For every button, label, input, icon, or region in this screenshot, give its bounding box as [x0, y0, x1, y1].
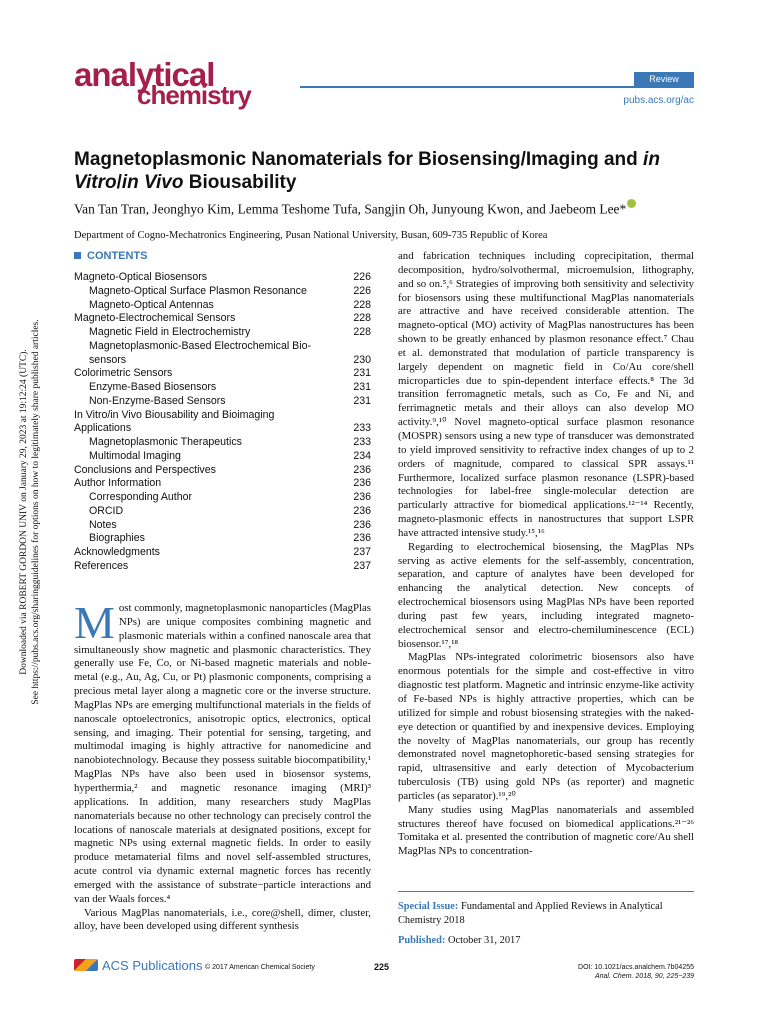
toc-item-page: 234	[353, 449, 371, 462]
toc-item-page: 236	[353, 504, 371, 517]
toc-item-page: 228	[353, 326, 371, 338]
body-paragraph: Various MagPlas nanomaterials, i.e., core@shell, dimer, cluster, alloy, have been developed using different synthesis	[74, 906, 371, 933]
toc-item-page: 231	[353, 367, 371, 380]
journal-logo-line2: chemistry	[137, 80, 251, 110]
toc-item-page: 237	[353, 559, 371, 572]
body-column-left	[74, 597, 371, 934]
toc-item-page: 231	[353, 381, 371, 393]
toc-item-page: 233	[353, 436, 371, 448]
contents-heading: CONTENTS	[74, 250, 148, 262]
download-stamp	[18, 262, 42, 762]
body-paragraph: Many studies using MagPlas nanomaterials and assembled structures thereof have focused on biomedical applications.²¹⁻²⁶ Tomitaka et al. presented the contribution of magnetic core/Au shell MagPlas NPs to concentration-	[398, 803, 694, 858]
toc-item[interactable]	[74, 519, 371, 533]
toc-item-label: Enzyme-Based Biosensors	[89, 381, 217, 393]
toc-item-page	[365, 409, 371, 423]
table-of-contents	[74, 271, 371, 574]
toc-item[interactable]	[74, 299, 371, 313]
review-badge: Review	[634, 72, 694, 86]
stamp-line-2: See https://pubs.acs.org/sharingguidelines for options on how to legitimately share published articles.	[31, 319, 41, 705]
toc-item-page: 226	[353, 271, 371, 283]
author-list: Van Tan Tran, Jeonghyo Kim, Lemma Teshome Tufa, Sangjin Oh, Junyoung Kwon, and Jaebeom Lee*	[74, 199, 694, 218]
intro-paragraph: Most commonly, magnetoplasmonic nanoparticles (MagPlas NPs) are unique composites combining magnetic and plasmonic materials within a confined nanoscale area that simultaneously show magnetic and plasmonic characteristics. They generally use Fe, Co, or Ni-based magnetic materials and noble-metal (e.g., Au, Ag, Cu, or Pt) plasmonic components, comprising a precious metal layer along a magnetic core or the inverse structure. MagPlas NPs are emerging multifunctional materials in the fields of nanoscale optoelectronics, anisotropic optics, electronics, optical sensing, and imaging. Their potential for sensing, targeting, and multimodal imaging is highly attractive for nanomedicine and nanobiotechnology. Because they possess suitable biocompatibility,¹ MagPlas NPs have also been used in biosensor systems, hyperthermia,² and magnetic resonance imaging (MRI)³ applications. In addition, many researchers study MagPlas nanomaterials because no other technology can precisely control the locations of nanoscale materials at designated positions, except for magnetic NPs using external magnetic fields. In order to easily produce metamaterial films and novel self-assembled structures, acute control via dynamic external magnetic forces has recently emerged with the assistance of substrate−particle interactions and van der Waals forces.⁴	[74, 597, 371, 905]
toc-item-label: Magneto-Electrochemical Sensors	[74, 312, 236, 325]
affiliation: Department of Cogno-Mechatronics Engineering, Pusan National University, Busan, 609-735 Republic of Korea	[74, 230, 548, 241]
published-date: Published: October 31, 2017	[398, 935, 521, 946]
toc-item-label: Colorimetric Sensors	[74, 367, 173, 380]
body-column-right	[398, 250, 694, 859]
square-bullet-icon	[74, 252, 81, 259]
body-paragraph: MagPlas NPs-integrated colorimetric biosensors also have enormous potentials for the simple and cost-effective in vitro diagnostic test platform. Magnetic and intrinsic enzyme-like activity of Fe-based NPs is highly attractive properties, which can be utilized for simple and robust biosensing strategies with the naked-eye detection or quantified by and inexpensive devices. Employing the novelty of MagPlas nanomaterials, our group has recently demonstrated novel magnetophoretic-based sensing strategies for rapid, ultrasensitive and early detection of Mycobacterium tuberculosis (TB) using gold NPs (as reporter) and magnetic particles (as separator).¹⁹,²⁰	[398, 651, 694, 802]
toc-item[interactable]	[74, 477, 371, 491]
toc-item-page: 231	[353, 394, 371, 407]
toc-item-label: Magnetic Field in Electrochemistry	[89, 326, 251, 338]
toc-item[interactable]	[74, 505, 371, 519]
toc-item[interactable]	[74, 422, 371, 436]
toc-item-page: 230	[353, 353, 371, 366]
header-rule	[300, 86, 694, 88]
toc-item-label: References	[74, 559, 129, 572]
toc-item-label: In Vitro/in Vivo Biousability and Bioimaging	[74, 408, 275, 421]
stamp-line-1: Downloaded via ROBERT GORDON UNIV on January 29, 2023 at 19:12:24 (UTC).	[19, 349, 29, 675]
toc-item-page: 236	[353, 491, 371, 503]
publisher-logo: ACS Publications	[74, 958, 202, 973]
doi-block	[540, 963, 694, 981]
toc-item-label: Applications	[74, 422, 132, 435]
toc-item-label: Biographies	[89, 532, 145, 545]
toc-item-page	[365, 340, 371, 354]
toc-item-label: ORCID	[89, 504, 124, 517]
toc-item[interactable]	[74, 326, 371, 340]
special-issue-note: Special Issue: Fundamental and Applied Reviews in Analytical Chemistry 2018	[398, 901, 663, 926]
toc-item[interactable]	[74, 340, 371, 354]
toc-item[interactable]	[74, 381, 371, 395]
article-title: Magnetoplasmonic Nanomaterials for Biosensing/Imaging and in Vitro/in Vivo Biousability	[74, 149, 660, 193]
toc-item[interactable]	[74, 464, 371, 478]
toc-item-label: sensors	[89, 353, 127, 366]
toc-item[interactable]	[74, 285, 371, 299]
citation: Anal. Chem. 2018, 90, 225−239	[594, 973, 694, 980]
toc-item-label: Acknowledgments	[74, 546, 160, 558]
toc-item-page: 236	[353, 477, 371, 490]
toc-item[interactable]	[74, 271, 371, 285]
toc-item[interactable]	[74, 395, 371, 409]
toc-item-page: 228	[353, 312, 371, 325]
toc-item-page: 228	[353, 298, 371, 311]
copyright: © 2017 American Chemical Society	[205, 964, 315, 971]
toc-item-label: Magnetoplasmonic Therapeutics	[89, 436, 242, 448]
toc-item-label: Author Information	[74, 477, 162, 490]
toc-item-label: Magneto-Optical Surface Plasmon Resonance	[89, 284, 307, 297]
body-paragraph: Regarding to electrochemical biosensing, the MagPlas NPs serving as active elements for the self-assembly, concentration, separation, and capture of analytes have been developed for enhancing the analytical detection. New concepts of electrochemical biosensors using MagPlas NPs have been reported during past few years, including integrated magneto-electrochemical sensor and electro-chemiluminescence (ECL) biosensor.¹⁷,¹⁸	[398, 540, 694, 650]
orcid-icon[interactable]	[627, 199, 636, 208]
toc-item[interactable]	[74, 560, 371, 574]
toc-item-label: Magneto-Optical Biosensors	[74, 271, 208, 283]
toc-item-label: Notes	[89, 518, 117, 531]
journal-logo-line1: analytical	[74, 56, 215, 93]
toc-item[interactable]	[74, 491, 371, 505]
toc-item[interactable]	[74, 546, 371, 560]
page-number: 225	[374, 962, 390, 972]
toc-item-page: 236	[353, 518, 371, 531]
toc-item-label: Non-Enzyme-Based Sensors	[89, 394, 226, 407]
special-issue-rule	[398, 891, 694, 892]
acs-logo-icon	[74, 959, 98, 971]
body-paragraph: and fabrication techniques including coprecipitation, thermal decomposition, hydro/solvothermal, microemulsion, lithography, and so on.⁵,⁶ Strategies of improving both sensitivity and selectivity for biosensors using these multifunctional MagPlas nanomaterials are attractive and have received considerable attention. The magneto-optical (MO) activity of MagPlas nanostructures has been shown to be greatly enhanced by plasmon resonance effect.⁷ Chau et al. demonstrated that modulation of particle transparency is largely dependent on magnetic field in Co/Au core/shell microparticles due to spin-dependent interface effects.⁸ The 3d transition ferromagnetic metals, such as Co, Fe and Ni, and ferrimagnetic metals and their alloys can also develop MO activity.⁹,¹⁰ Novel magneto-optical surface plasmon resonance (MOSPR) sensors using a new type of transducer was demonstrated to yield improved sensitivity to refractive index changes of up to 2 orders of magnitude, compared to classical SPR assays.¹¹ Furthermore, localized surface plasmon resonance (LSPR)-based technologies for label-free single-molecular detection are particularly attractive for biomedical applications.¹²⁻¹⁴ Recently, magneto-plasmonic effects in nanostructures that support LSPR have attracted intensive study.¹⁵,¹⁶	[398, 250, 694, 539]
doi-link[interactable]: DOI: 10.1021/acs.analchem.7b04255	[578, 964, 694, 971]
toc-item[interactable]	[74, 312, 371, 326]
toc-item-page: 236	[353, 463, 371, 476]
toc-item-label: Corresponding Author	[89, 491, 193, 503]
toc-item-page: 236	[353, 532, 371, 545]
toc-item-page: 233	[353, 422, 371, 435]
toc-item[interactable]	[74, 354, 371, 368]
toc-item[interactable]	[74, 436, 371, 450]
toc-item[interactable]	[74, 367, 371, 381]
toc-item-page: 237	[353, 546, 371, 558]
journal-url-link[interactable]: pubs.acs.org/ac	[623, 95, 694, 106]
toc-item[interactable]	[74, 409, 371, 423]
toc-item[interactable]	[74, 450, 371, 464]
toc-item-label: Magneto-Optical Antennas	[89, 298, 214, 311]
toc-item-label: Conclusions and Perspectives	[74, 463, 216, 476]
toc-item-label: Magnetoplasmonic-Based Electrochemical Bio-	[89, 339, 311, 352]
toc-item-label: Multimodal Imaging	[89, 449, 181, 462]
toc-item-page: 226	[353, 284, 371, 297]
toc-item[interactable]	[74, 532, 371, 546]
drop-cap: M	[74, 597, 115, 648]
